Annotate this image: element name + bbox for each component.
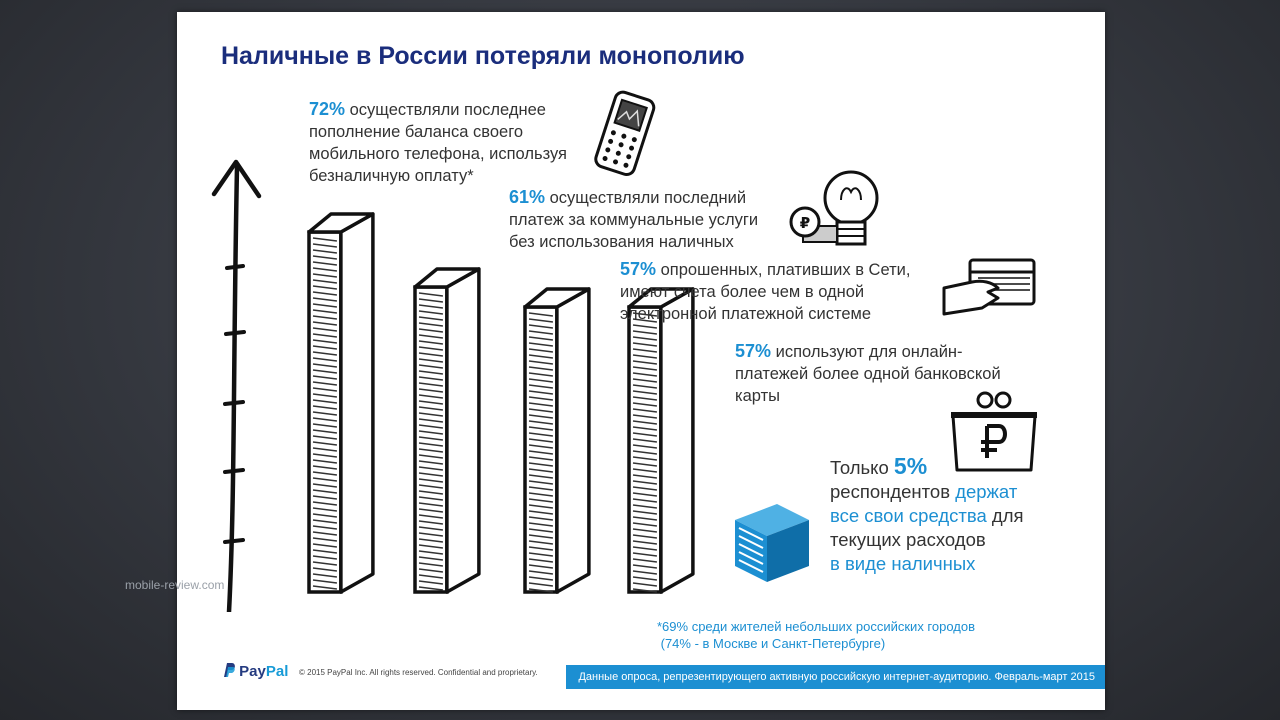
cash-line-3b: для [991,505,1024,526]
bar-side-face [557,289,589,592]
stat-percent: 57% [620,259,657,279]
footnote-line-1: *69% среди жителей небольших российских городов [657,619,976,634]
stat-text: используют для онлайн- [775,343,963,361]
card-hand-icon [942,258,1038,320]
bar-side-face [341,214,373,592]
cash-line-4: текущих расходов [830,529,986,550]
paypal-logo [221,662,288,680]
bar-1 [309,214,373,592]
stat-text: осуществляли последний [549,189,747,207]
banknote-stack-icon [731,502,811,586]
stat-block-1 [309,98,567,187]
stat-text: опрошенных, плативших в Сети, [660,261,911,279]
stat-text-line: мобильного телефона, используя [309,145,567,163]
stat-text-line: безналичную оплату* [309,167,474,185]
cash-line-3a: все свои средства [830,505,987,526]
paypal-logo-icon [221,662,235,678]
stat-text-line: карты [735,387,780,405]
lightbulb-coins-icon [789,170,889,250]
arrow-up-icon [214,162,259,612]
cash-statement [830,454,1024,576]
copyright: © 2015 PayPal Inc. All rights reserved. Confidential and proprietary. [299,668,538,677]
survey-banner: Данные опроса, репрезентирующего активную российскую интернет-аудиторию. Февраль-март 2015 [566,665,1105,689]
page-title: Наличные в России потеряли монополию [221,42,745,70]
slide [177,12,1105,710]
logo-pal: Pal [265,663,289,680]
mobile-phone-icon [587,87,667,179]
footnote-line-2: (74% - в Москве и Санкт-Петербурге) [660,636,886,651]
stat-text-line: имеют счета более чем в одной [620,283,865,301]
cash-line-5: в виде наличных [830,553,976,574]
cash-percent: 5% [893,453,928,479]
stat-block-3 [620,258,910,325]
bar-4 [629,289,693,592]
stat-text-line: платежей более одной банковской [735,365,1001,383]
stat-text-line: платеж за коммунальные услуги [509,211,759,229]
watermark: mobile-review.com [125,578,225,592]
stat-percent: 72% [309,99,346,119]
svg-text:₽: ₽ [799,214,811,232]
stat-text-line: электронной платежной системе [620,305,872,323]
bar-3 [525,289,589,592]
stat-percent: 57% [735,341,772,361]
cash-line-1: Только [830,457,889,478]
stat-text-line: пополнение баланса своего [309,123,524,141]
bar-side-face [661,289,693,592]
cash-line-2a: респондентов [830,481,951,502]
logo-pay: Pay [239,663,266,680]
stat-text: осуществляли последнее [349,101,546,119]
bar-2 [415,269,479,592]
bar-side-face [447,269,479,592]
cash-line-2b: держат [955,481,1018,502]
stat-percent: 61% [509,187,546,207]
stat-block-2 [509,186,758,253]
footnote [657,618,975,652]
stat-text-line: без использования наличных [509,233,734,251]
